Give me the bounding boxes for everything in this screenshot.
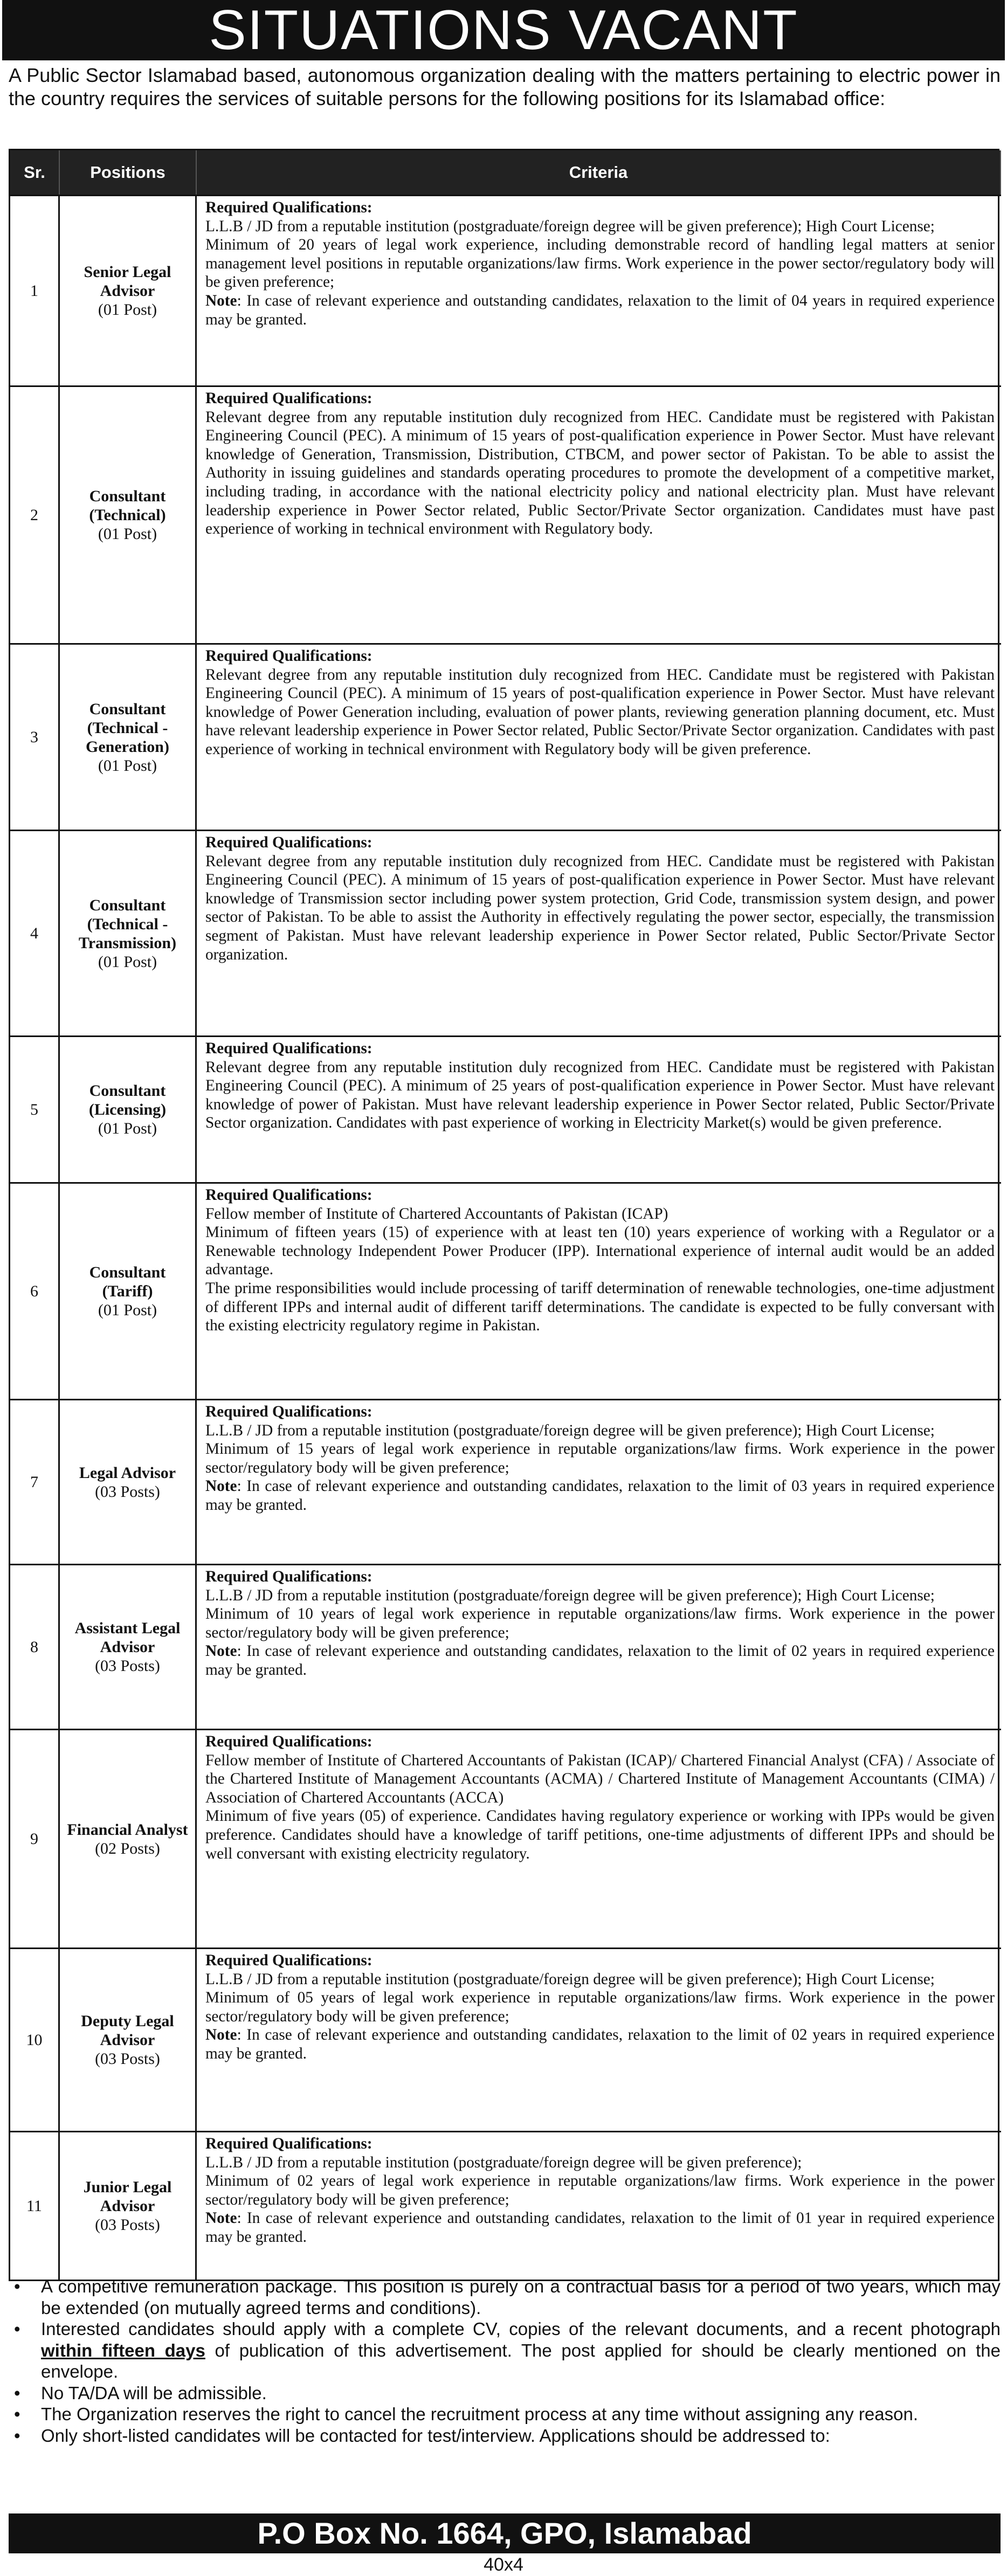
row-serial: 7 [10,1399,60,1564]
criteria-text: Minimum of 10 years of legal work experience in reputable organizations/law firms. Work experience in the power sector/regulatory body will be given preference; [205,1605,995,1641]
note-text: : In case of relevant experience and outstanding candidates, relaxation to the limit of 03 years in required experience may be granted. [205,1477,995,1514]
criteria-text: L.L.B / JD from a reputable institution (postgraduate/foreign degree will be given preference); High Court License; [205,1970,935,1988]
position-title: Consultant (Tariff) [89,1263,166,1300]
position-title: Consultant (Technical - Transmission) [78,896,177,952]
position-cell [60,1182,197,1399]
position-title: Deputy Legal Advisor [81,2012,174,2049]
note-text: : In case of relevant experience and outstanding candidates, relaxation to the limit of 02 years in required experience may be granted. [205,2026,995,2062]
note-label: Note [205,292,237,309]
position-title: Assistant Legal Advisor [74,1619,181,1656]
header-criteria: Criteria [197,150,1001,195]
row-serial: 11 [10,2131,60,2280]
position-title: Consultant (Technical - Generation) [86,700,169,756]
criteria-heading: Required Qualifications: [205,1733,373,1750]
criteria-heading: Required Qualifications: [205,1040,373,1057]
criteria-text: Relevant degree from any reputable institution duly recognized from HEC. Candidate must be registered with Pakistan Engineering Council (PEC). A minimum of 15 years of post-qualification experience in Power Sector. Must have relevant knowledge of Transmission sector including power system protection, Grid Code, transmission system design, and power sector of Pakistan. To be able to assist the Authority in effectively regulating the power sector, especially, the transmission segment of Pakistan. Must have relevant leadership experience in Power Sector related, Public Sector/Private Sector organization. [205,852,995,963]
note-label: Note [205,1642,237,1660]
position-post-count: (01 Post) [98,301,157,319]
criteria-cell [197,1399,1001,1564]
position-cell [60,1564,197,1729]
criteria-heading: Required Qualifications: [205,834,373,851]
criteria-cell [197,2131,1001,2280]
criteria-text: Relevant degree from any reputable institution duly recognized from HEC. Candidate must be registered with Pakistan Engineering Council (PEC). A minimum of 15 years of post-qualification experience in Power Sector. Must have relevant knowledge of Power Generation including, evaluation of power plants, reviewing generation planning document, etc. Must have relevant leadership experience in Power Sector related, Public Sector/Private Sector organization. Candidates with past experience of working in technical environment with Regulatory body will be given preference. [205,666,995,758]
position-title: Senior Legal Advisor [84,263,171,300]
criteria-text: Minimum of 20 years of legal work experience, including demonstrable record of handling legal matters at senior management level positions in reputable organizations/law firms. Work experience in the power sector/regulatory body will be given preference; [205,236,995,291]
criteria-cell [197,1035,1001,1182]
criteria-text: L.L.B / JD from a reputable institution (postgraduate/foreign degree will be given preference); High Court License; [205,1586,935,1604]
header-positions: Positions [60,150,197,195]
note-text: : In case of relevant experience and outstanding candidates, relaxation to the limit of 02 years in required experience may be granted. [205,1642,995,1679]
terms-item-tada: • No TA/DA will be admissible. [9,2382,1001,2404]
header-sr: Sr. [10,150,60,195]
criteria-text: L.L.B / JD from a reputable institution (postgraduate/foreign degree will be given preference); [205,2153,802,2171]
criteria-cell [197,1947,1001,2131]
criteria-heading: Required Qualifications: [205,2135,373,2152]
criteria-heading: Required Qualifications: [205,199,373,216]
criteria-text: Fellow member of Institute of Chartered Accountants of Pakistan (ICAP) [205,1205,668,1223]
row-serial: 6 [10,1182,60,1399]
postal-address: P.O Box No. 1664, GPO, Islamabad [9,2513,1001,2553]
terms-item-application [9,2318,1001,2382]
criteria-note [205,1477,995,1514]
criteria-heading: Required Qualifications: [205,1952,373,1969]
position-post-count: (03 Posts) [95,2050,160,2068]
terms-list [9,2276,1001,2446]
position-post-count: (01 Post) [98,1301,157,1319]
position-title: Consultant (Licensing) [88,1082,167,1118]
position-title: Financial Analyst [67,1820,188,1839]
criteria-text: Fellow member of Institute of Chartered Accountants of Pakistan (ICAP)/ Chartered Financial Analyst (CFA) / Associate of the Chartered Institute of Management Accountants (ACMA) / Chartered Institute of Management Accountants (CIMA) / Association of Chartered Accountants (ACCA) [205,1751,995,1806]
criteria-note [205,2209,995,2246]
ad-size-tag: 40x4 [484,2554,523,2575]
criteria-note [205,1642,995,1679]
criteria-text: Minimum of 15 years of legal work experience in reputable organizations/law firms. Work experience in the power sector/regulatory body will be given preference; [205,1440,995,1476]
position-post-count: (01 Post) [98,952,157,971]
criteria-heading: Required Qualifications: [205,1568,373,1585]
position-post-count: (03 Posts) [95,1657,160,1675]
terms-item-remuneration: • A competitive remuneration package. This position is purely on a contractual basis for a period of two years, which may be extended (on mutually agreed terms and conditions). [9,2276,1001,2318]
position-cell [60,1399,197,1564]
row-serial: 10 [10,1947,60,2131]
positions-table [9,149,999,2281]
position-cell [60,1729,197,1947]
position-title: Consultant (Technical) [89,487,166,524]
criteria-cell [197,1564,1001,1729]
criteria-text: Minimum of 02 years of legal work experience in reputable organizations/law firms. Work experience in the power sector/regulatory body will be given preference; [205,2172,995,2208]
deadline-emphasis: within fifteen days [41,2340,205,2360]
position-post-count: (01 Post) [98,1120,157,1137]
terms-item-cancel: • The Organization reserves the right to cancel the recruitment process at any time without assigning any reason. [9,2404,1001,2425]
criteria-text: L.L.B / JD from a reputable institution (postgraduate/foreign degree will be given preference); High Court License; [205,1421,935,1439]
criteria-text: Relevant degree from any reputable institution duly recognized from HEC. Candidate must be registered with Pakistan Engineering Council (PEC). A minimum of 15 years of post-qualification experience in Power Sector. Must have relevant knowledge of Generation, Transmission, Distribution, CTBCM, and power sector of Pakistan. To be able to assist the Authority in issuing guidelines and standards operating procedures to promote the development of a competitive market, including trading, in accordance with the national electricity policy and national electricity plan. Must have relevant leadership experience in Power Sector related, Public Sector/Private Sector organization. Candidates must have past experience of working in technical environment with Regulatory body. [205,408,995,538]
note-text: : In case of relevant experience and outstanding candidates, relaxation to the limit of 04 years in required experience may be granted. [205,292,995,328]
intro-paragraph: A Public Sector Islamabad based, autonomous organization dealing with the matters pertaining to electric power in the country requires the services of suitable persons for the following positions for its Islamabad office: [9,64,1001,109]
note-text: : In case of relevant experience and outstanding candidates, relaxation to the limit of 01 year in required experience may be granted. [205,2209,995,2246]
position-title: Junior Legal Advisor [83,2178,172,2215]
row-serial: 4 [10,830,60,1035]
criteria-text: Minimum of five years (05) of experience. Candidates having regulatory experience or working with IPPs would be given preference. Candidates should have a knowledge of tariff petitions, one-time adjustments of different IPPs and should be well conversant with existing electricity regulatory. [205,1807,995,1862]
criteria-heading: Required Qualifications: [205,390,373,407]
note-label: Note [205,2026,237,2044]
note-label: Note [205,2209,237,2227]
criteria-heading: Required Qualifications: [205,647,373,665]
position-cell [60,643,197,830]
terms-text: Interested candidates should apply with a complete CV, copies of the relevant documents, and a recent photograph [41,2319,1001,2339]
criteria-note [205,2026,995,2063]
terms-item-shortlist: • Only short-listed candidates will be contacted for test/interview. Applications should be addressed to: [9,2425,1001,2447]
position-post-count: (02 Posts) [95,1839,160,1857]
position-post-count: (01 Post) [98,525,157,543]
criteria-text: Minimum of 05 years of legal work experience in reputable organizations/law firms. Work experience in the power sector/regulatory body will be given preference; [205,1989,995,2025]
position-cell [60,1035,197,1182]
criteria-heading: Required Qualifications: [205,1403,373,1420]
position-post-count: (03 Posts) [95,2216,160,2234]
position-title: Legal Advisor [79,1463,176,1482]
page-title-banner: SITUATIONS VACANT [2,0,1005,60]
row-serial: 1 [10,195,60,385]
criteria-note [205,292,995,329]
row-serial: 9 [10,1729,60,1947]
criteria-text: L.L.B / JD from a reputable institution (postgraduate/foreign degree will be given preference); High Court License; [205,217,935,235]
row-serial: 2 [10,385,60,643]
row-serial: 5 [10,1035,60,1182]
position-cell [60,830,197,1035]
criteria-cell [197,1729,1001,1947]
criteria-text: Relevant degree from any reputable institution duly recognized from HEC. Candidate must be registered with Pakistan Engineering Council (PEC). A minimum of 25 years of post-qualification experience in Power Sector. Must have relevant knowledge of power of Pakistan. Must have relevant leadership experience in Power Sector related, Public Sector/Private Sector organization. Candidates with past experience of working in Electricity Market(s) would be given preference. [205,1058,995,1132]
note-label: Note [205,1477,237,1495]
criteria-heading: Required Qualifications: [205,1186,373,1204]
criteria-text: Minimum of fifteen years (15) of experience with at least ten (10) years experience of working with a Regulator or a Renewable technology Independent Power Producer (IPP). International experience of internal audit would be an added advantage. [205,1224,995,1279]
terms-text: of publication of this advertisement. The post applied for should be clearly mentioned on the envelope. [41,2340,1001,2381]
row-serial: 8 [10,1564,60,1729]
position-cell [60,2131,197,2280]
criteria-text: The prime responsibilities would include processing of tariff determination of renewable technologies, one-time adjustment of different IPPs and internal audit of different tariff determinations. The candidate is expected to be fully conversant with the existing electricity regulatory regime in Pakistan. [205,1279,995,1335]
position-cell [60,385,197,643]
position-cell [60,1947,197,2131]
row-serial: 3 [10,643,60,830]
position-cell [60,195,197,385]
criteria-cell [197,830,1001,1035]
criteria-cell [197,643,1001,830]
position-post-count: (01 Post) [98,756,157,775]
position-post-count: (03 Posts) [95,1482,160,1501]
criteria-cell [197,195,1001,385]
criteria-cell [197,1182,1001,1399]
criteria-cell [197,385,1001,643]
